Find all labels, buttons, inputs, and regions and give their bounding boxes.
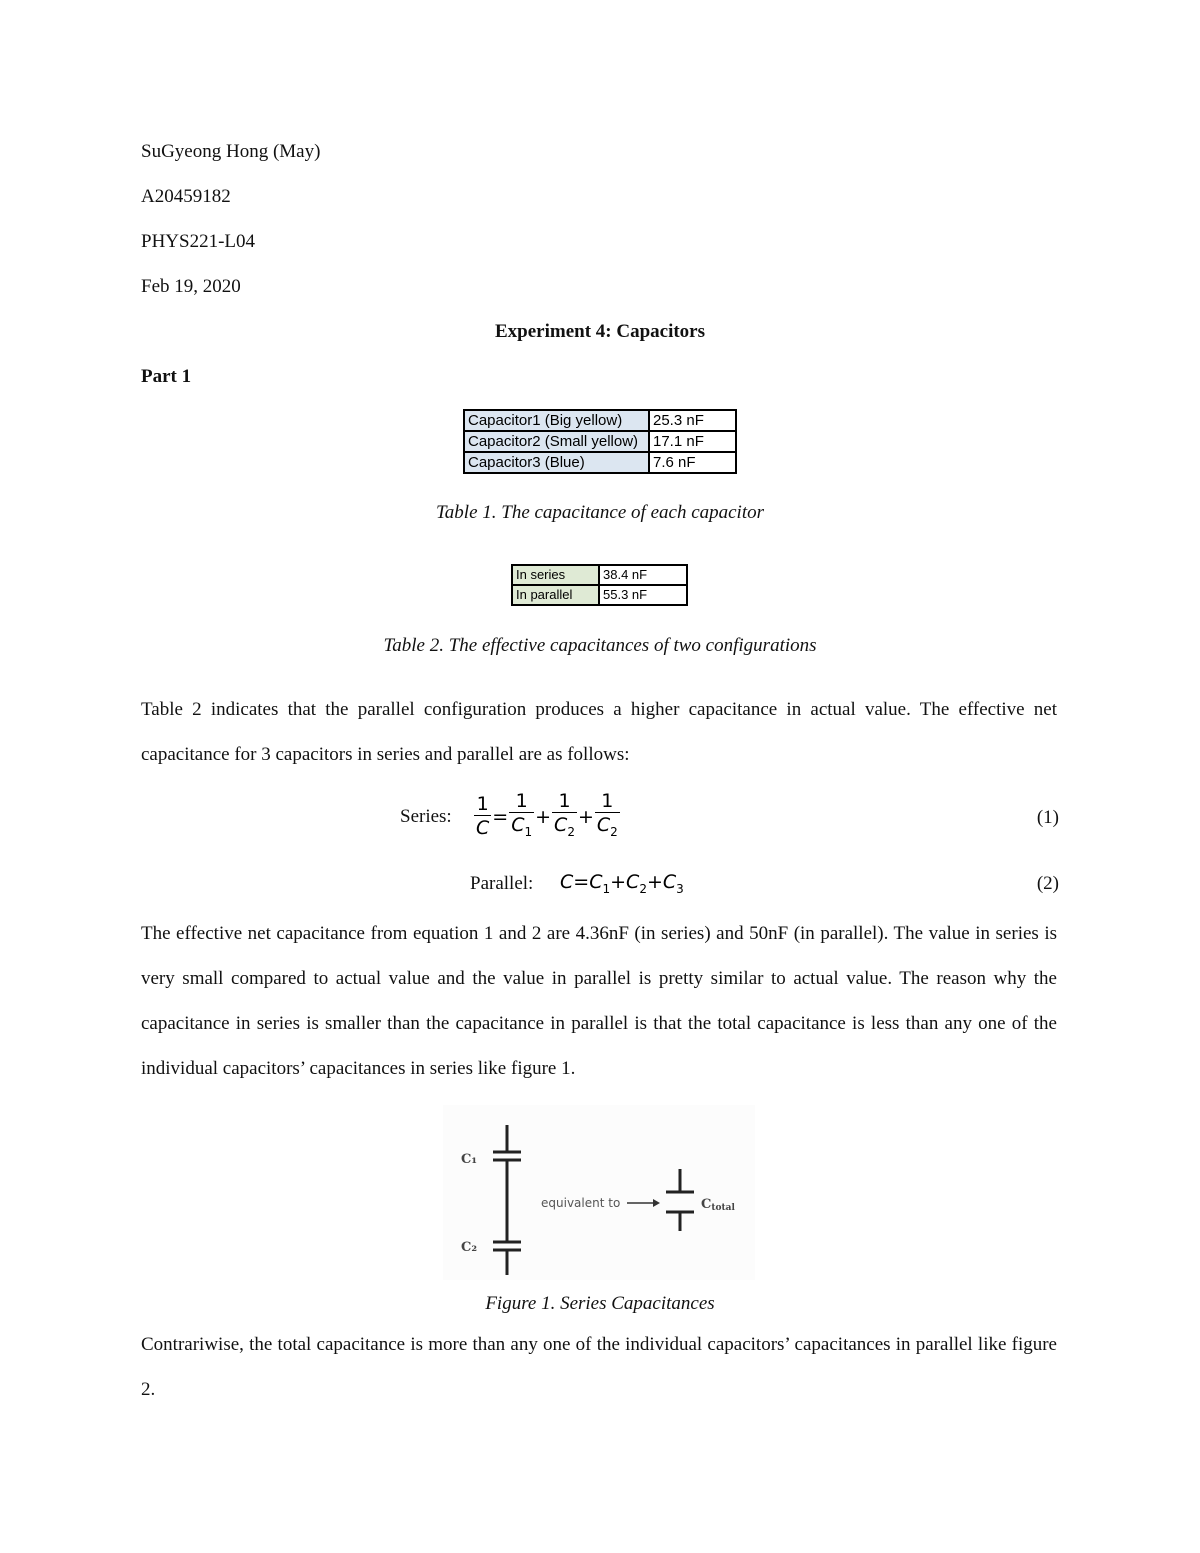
table-1-caption: Table 1. The capacitance of each capacitor	[435, 502, 765, 523]
report-date: Feb 19, 2020	[141, 276, 241, 297]
course-code: PHYS221-L04	[141, 231, 256, 252]
document-title: Experiment 4: Capacitors	[494, 321, 706, 342]
table-cell-label: In series	[512, 565, 599, 585]
table-cell-value: 17.1 nF	[649, 431, 736, 452]
table-row	[464, 452, 736, 473]
table-2	[511, 564, 688, 606]
table-row	[512, 565, 687, 585]
equation-number-2: (2)	[1036, 873, 1059, 894]
equation-number-1: (1)	[1036, 807, 1059, 828]
table-cell-value: 25.3 nF	[649, 410, 736, 431]
table-cell-value: 55.3 nF	[599, 585, 687, 605]
c1-label: C₁	[461, 1152, 478, 1167]
parallel-equation: $C=C_1+C_2+C_3$	[560, 871, 684, 896]
table-cell-label: Capacitor3 (Blue)	[464, 452, 649, 473]
table-row	[464, 431, 736, 452]
figure-1-caption: Figure 1. Series Capacitances	[485, 1293, 715, 1314]
section-heading: Part 1	[141, 366, 192, 387]
c2-label: C₂	[461, 1240, 478, 1255]
body-paragraph: The effective net capacitance from equation 1 and 2 are 4.36nF (in series) and 50nF (in parallel). The value in series is very small compared to actual value and the value in parallel is pretty similar to actual value. The reason why the capacitance in series is smaller than the capacitance in parallel is that the total capacitance is less than any one of the individual capacitors’ capacitances in series like figure 1.	[141, 923, 1057, 1079]
table-row	[512, 585, 687, 605]
circuit-diagram	[443, 1105, 755, 1280]
series-capacitance-figure	[443, 1105, 755, 1280]
series-equation: $\frac{1}{C}$ = $\frac{1}{C_1}$ + $\frac{1}{C_2}$ + $\frac{1}{C_2}$	[476, 790, 618, 840]
author-name: SuGyeong Hong (May)	[141, 141, 321, 162]
table-cell-label: Capacitor2 (Small yellow)	[464, 431, 649, 452]
arrow-head-icon	[653, 1199, 660, 1207]
equivalent-text: equivalent to	[541, 1196, 621, 1210]
table-cell-value: 38.4 nF	[599, 565, 687, 585]
table-cell-label: In parallel	[512, 585, 599, 605]
table-row	[464, 410, 736, 431]
body-paragraph: Contrariwise, the total capacitance is more than any one of the individual capacitors’ capacitances in parallel like figure 2.	[141, 1334, 1057, 1400]
table-cell-value: 7.6 nF	[649, 452, 736, 473]
ctotal-label: Ctotal	[701, 1197, 735, 1213]
table-1	[463, 409, 737, 474]
student-id: A20459182	[141, 186, 231, 207]
parallel-equation-label: Parallel:	[470, 873, 534, 894]
table-cell-label: Capacitor1 (Big yellow)	[464, 410, 649, 431]
table-2-caption: Table 2. The effective capacitances of two configurations	[383, 635, 817, 656]
series-equation-label: Series:	[400, 806, 452, 827]
body-paragraph: Table 2 indicates that the parallel configuration produces a higher capacitance in actual value. The effective net capacitance for 3 capacitors in series and parallel are as follows:	[141, 699, 1057, 765]
